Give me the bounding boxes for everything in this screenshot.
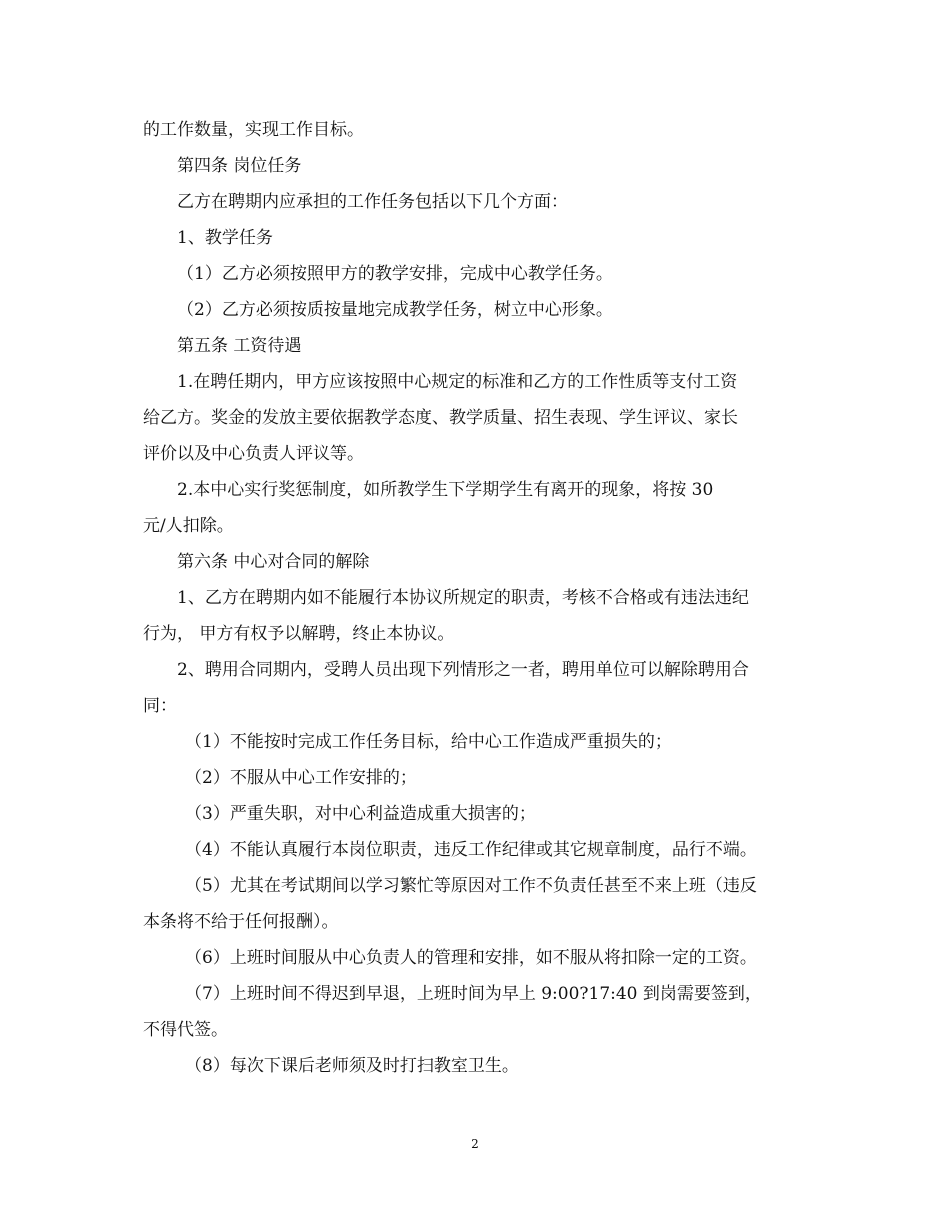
text-line: 的工作数量，实现工作目标。	[143, 120, 364, 140]
list-item: （8）每次下课后老师须及时打扫教室卫生。	[185, 1056, 519, 1076]
list-item: （6）上班时间服从中心负责人的管理和安排，如不服从将扣除一定的工资。	[185, 948, 757, 968]
document-body	[143, 112, 808, 1084]
list-item: （1）不能按时完成工作任务目标，给中心工作造成严重损失的；	[185, 732, 672, 752]
list-item: （2）乙方必须按质按量地完成教学任务，树立中心形象。	[177, 300, 613, 320]
section-heading-article-6: 第六条 中心对合同的解除	[177, 552, 370, 572]
list-item: （5）尤其在考试期间以学习繁忙等原因对工作不负责任甚至不来上班（违反	[185, 876, 757, 896]
list-item: （1）乙方必须按照甲方的教学安排，完成中心教学任务。	[177, 264, 613, 284]
list-item: （2）不服从中心工作安排的；	[185, 768, 417, 788]
text-line: 乙方在聘期内应承担的工作任务包括以下几个方面：	[177, 192, 568, 212]
text-line: 1.在聘任期内，甲方应该按照中心规定的标准和乙方的工作性质等支付工资	[177, 372, 738, 392]
list-item: （4）不能认真履行本岗位职责，违反工作纪律或其它规章制度，品行不端。	[185, 840, 757, 860]
list-item: （7）上班时间不得迟到早退，上班时间为早上 9:00?17:40 到岗需要签到，	[185, 984, 762, 1004]
list-item: （3）严重失职，对中心利益造成重大损害的；	[185, 804, 536, 824]
text-line: 行为， 甲方有权予以解聘，终止本协议。	[143, 624, 455, 644]
section-heading-article-5: 第五条 工资待遇	[177, 336, 302, 356]
text-line: 本条将不给于任何报酬）。	[143, 912, 339, 932]
text-line: 元/人扣除。	[143, 516, 234, 536]
text-line: 不得代签。	[143, 1020, 228, 1040]
text-line: 评价以及中心负责人评议等。	[143, 444, 364, 464]
text-line: 1、教学任务	[177, 228, 273, 248]
text-line: 2.本中心实行奖惩制度，如所教学生下学期学生有离开的现象，将按 30	[177, 480, 714, 500]
text-line: 2、聘用合同期内，受聘人员出现下列情形之一者，聘用单位可以解除聘用合	[177, 660, 749, 680]
page-number: 2	[471, 1137, 479, 1151]
section-heading-article-4: 第四条 岗位任务	[177, 156, 302, 176]
text-line: 1、乙方在聘期内如不能履行本协议所规定的职责，考核不合格或有违法违纪	[177, 588, 749, 608]
text-line: 同：	[143, 696, 177, 716]
text-line: 给乙方。奖金的发放主要依据教学态度、教学质量、招生表现、学生评议、家长	[143, 408, 738, 428]
